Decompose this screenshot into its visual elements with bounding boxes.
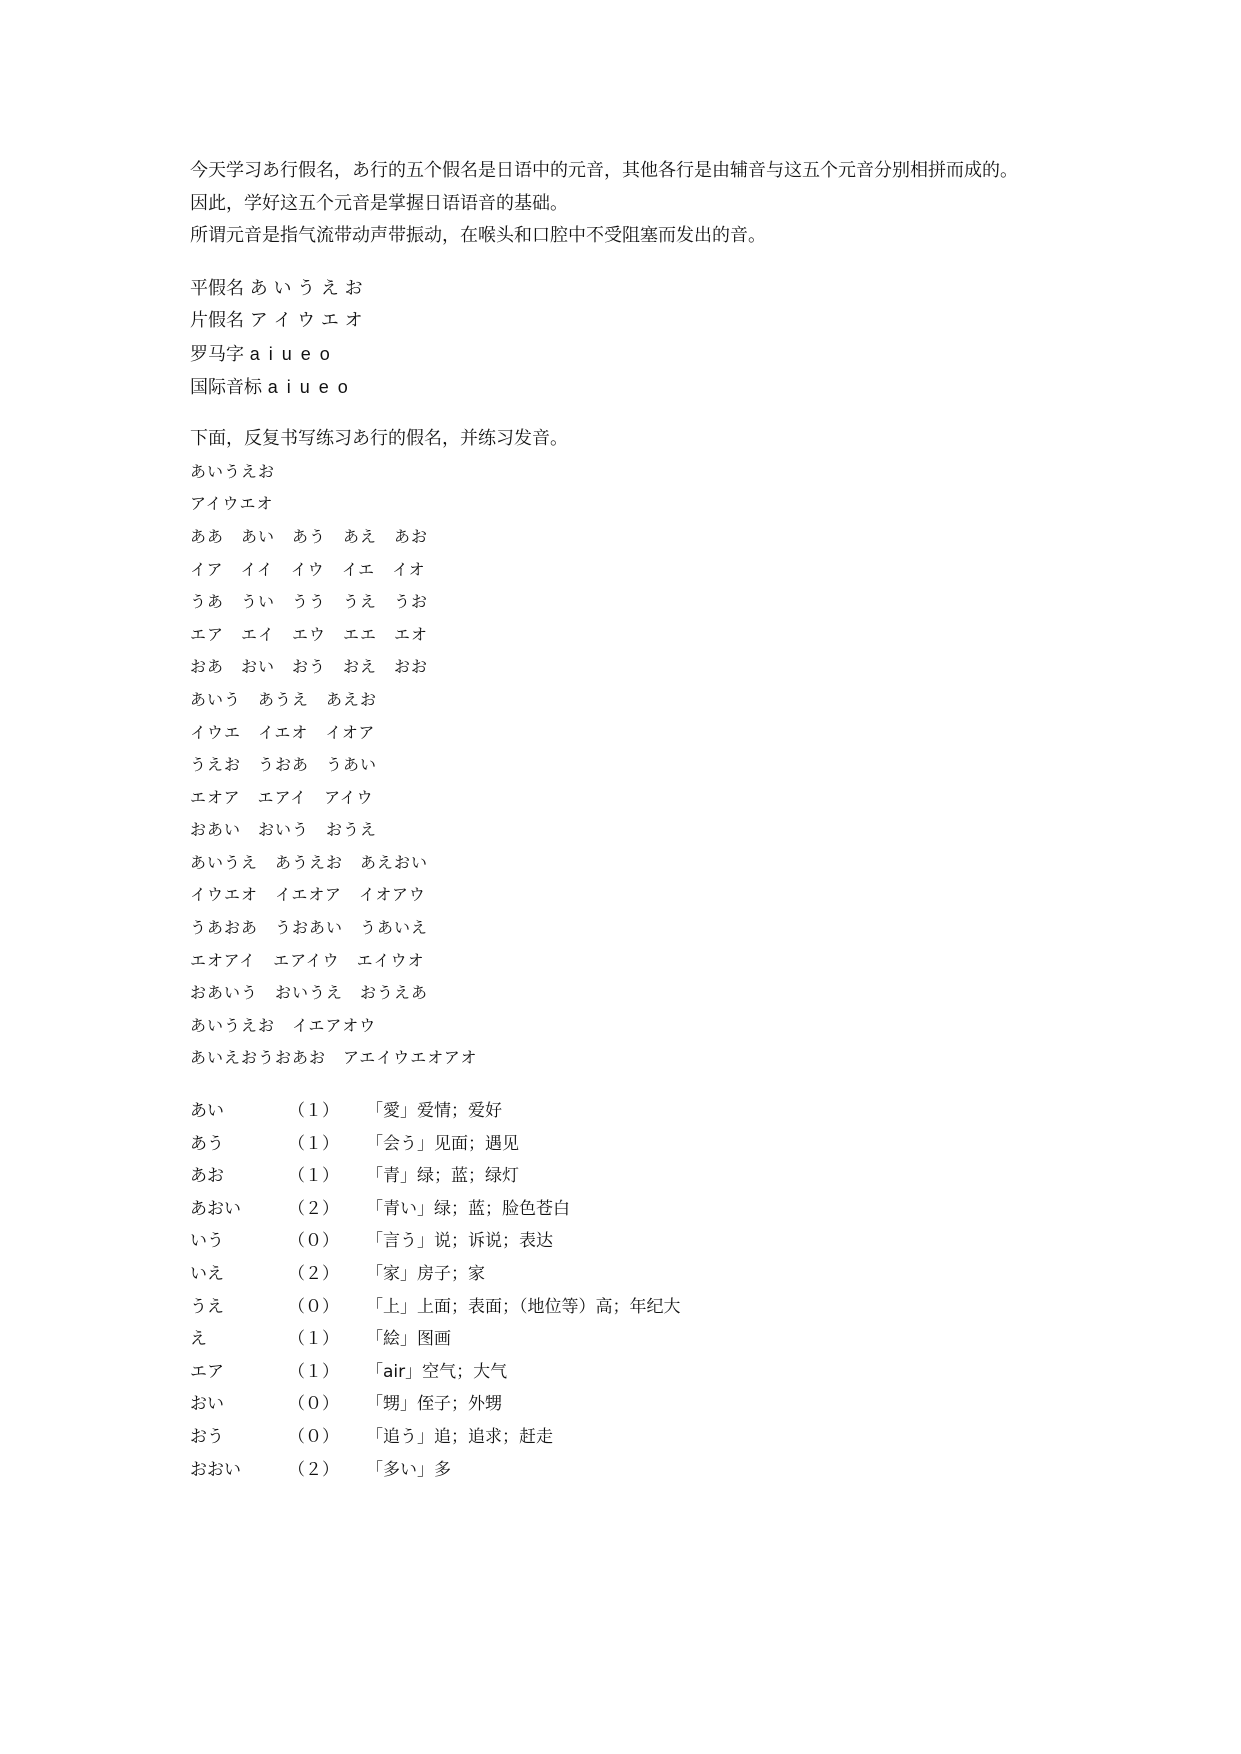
- vocab-row: [190, 1193, 1190, 1226]
- drill-line: うあおあ うおあい うあいえ: [190, 918, 429, 938]
- vocab-meaning: 「愛」爱情；爱好: [366, 1101, 502, 1122]
- vocab-kana: おう: [190, 1426, 224, 1447]
- kana-row-label: 片假名: [190, 310, 244, 332]
- vocab-accent: （２）: [288, 1459, 339, 1480]
- kana-row-label: 罗马字: [190, 343, 244, 365]
- drill-line: ああ あい あう あえ あお: [190, 526, 429, 546]
- kana-row-value: a i u e o: [249, 343, 332, 364]
- vocab-meaning: 「上」上面；表面；（地位等）高；年纪大: [366, 1296, 681, 1317]
- vocab-list: [190, 1095, 1190, 1486]
- vocab-kana: おい: [190, 1394, 224, 1415]
- vocab-kana: いえ: [190, 1264, 224, 1284]
- intro-line: 因此，学好这五个元音是掌握日语语音的基础。: [190, 192, 568, 214]
- vocab-kana: あお: [190, 1166, 224, 1187]
- intro-line: 所谓元音是指气流带动声带振动，在喉头和口腔中不受阻塞而发出的音。: [190, 225, 766, 247]
- drill-line: エオア エアイ アイウ: [190, 787, 374, 807]
- kana-row-katakana: [190, 305, 1190, 338]
- drill-line: おあい おいう おうえ: [190, 820, 378, 840]
- vocab-meaning: 「絵」图画: [366, 1329, 451, 1350]
- drill-line: イウエ イエオ イオア: [190, 722, 376, 742]
- drill-line: うあ うい うう うえ うお: [190, 592, 429, 612]
- vocab-accent: （１）: [288, 1361, 339, 1382]
- kana-row-label: 国际音标: [190, 376, 262, 398]
- kana-table: [190, 273, 1190, 403]
- vocab-meaning: 「言う」说；诉说；表达: [366, 1231, 553, 1252]
- drill-list: [190, 456, 1190, 1075]
- vocab-row: [190, 1258, 1190, 1291]
- drill-line: イア イイ イウ イエ イオ: [190, 559, 426, 579]
- drill-line: あいうえお: [190, 461, 276, 481]
- vocab-row: [190, 1291, 1190, 1324]
- drill-line: おあ おい おう おえ おお: [190, 657, 429, 677]
- drill-line: おあいう おいうえ おうえあ: [190, 983, 429, 1003]
- vocab-kana: うえ: [190, 1296, 224, 1317]
- vocab-accent: （２）: [288, 1198, 339, 1219]
- vocab-kana: おおい: [190, 1459, 241, 1480]
- intro-line: 今天学习あ行假名，あ行的五个假名是日语中的元音，其他各行是由辅音与这五个元音分别相拼而成的。: [190, 160, 1018, 181]
- vocab-accent: （０）: [288, 1426, 339, 1447]
- vocab-kana: エア: [190, 1361, 224, 1382]
- practice-intro: 下面，反复书写练习あ行的假名，并练习发音。: [190, 428, 568, 450]
- vocab-row: [190, 1421, 1190, 1454]
- vocab-row: [190, 1128, 1190, 1161]
- spacer: [190, 253, 1190, 273]
- kana-row-value: あ い う え お: [249, 277, 363, 299]
- kana-row-value: ア イ ウ エ オ: [249, 310, 363, 332]
- vocab-meaning: 「家」房子；家: [366, 1264, 485, 1284]
- vocab-accent: （１）: [288, 1101, 339, 1122]
- vocab-meaning: 「多い」多: [366, 1459, 451, 1480]
- vocab-meaning: 「甥」侄子；外甥: [366, 1394, 502, 1415]
- document-body: [190, 155, 1190, 1486]
- vocab-row: [190, 1225, 1190, 1258]
- kana-row-label: 平假名: [190, 277, 244, 299]
- vocab-accent: （１）: [288, 1166, 339, 1187]
- vocab-accent: （１）: [288, 1133, 339, 1154]
- spacer: [190, 403, 1190, 423]
- vocab-accent: （０）: [288, 1394, 339, 1415]
- drill-line: あいうえお イエアオウ: [190, 1015, 377, 1035]
- vocab-meaning: 「青い」绿；蓝；脸色苍白: [366, 1198, 570, 1219]
- drill-line: あいえおうおあお アエイウエオアオ: [190, 1048, 478, 1068]
- drill-line: あいうえ あうえお あえおい: [190, 852, 429, 872]
- vocab-meaning: 「追う」追；追求；赶走: [366, 1426, 553, 1447]
- vocab-meaning: 「air」空气；大气: [366, 1361, 508, 1382]
- drill-line: イウエオ イエオア イオアウ: [190, 885, 426, 905]
- vocab-accent: （２）: [288, 1264, 339, 1284]
- vocab-kana: いう: [190, 1231, 224, 1252]
- drill-line: エア エイ エウ エエ エオ: [190, 624, 429, 644]
- drill-line: あいう あうえ あえお: [190, 689, 378, 709]
- kana-row-value: a i u e o: [267, 376, 350, 397]
- kana-row-ipa: [190, 371, 1190, 404]
- kana-row-romaji: [190, 338, 1190, 371]
- vocab-accent: （１）: [288, 1329, 339, 1350]
- drill-line: エオアイ エアイウ エイウオ: [190, 950, 425, 970]
- vocab-row: [190, 1356, 1190, 1389]
- vocab-kana: あい: [190, 1101, 224, 1122]
- drill-line: うえお うおあ うあい: [190, 755, 378, 775]
- vocab-accent: （０）: [288, 1231, 339, 1252]
- spacer: [190, 1075, 1190, 1095]
- vocab-row: [190, 1454, 1190, 1487]
- vocab-kana: あう: [190, 1133, 224, 1154]
- vocab-row: [190, 1388, 1190, 1421]
- vocab-meaning: 「青」绿；蓝；绿灯: [366, 1166, 519, 1187]
- vocab-row: [190, 1095, 1190, 1128]
- vocab-accent: （０）: [288, 1296, 339, 1317]
- intro-paragraph: [190, 155, 1190, 253]
- vocab-meaning: 「会う」见面；遇见: [366, 1133, 519, 1154]
- kana-row-hiragana: [190, 273, 1190, 306]
- vocab-kana: あおい: [190, 1198, 241, 1219]
- vocab-row: [190, 1323, 1190, 1356]
- drill-line: アイウエオ: [190, 494, 274, 514]
- vocab-row: [190, 1160, 1190, 1193]
- vocab-kana: え: [190, 1329, 207, 1350]
